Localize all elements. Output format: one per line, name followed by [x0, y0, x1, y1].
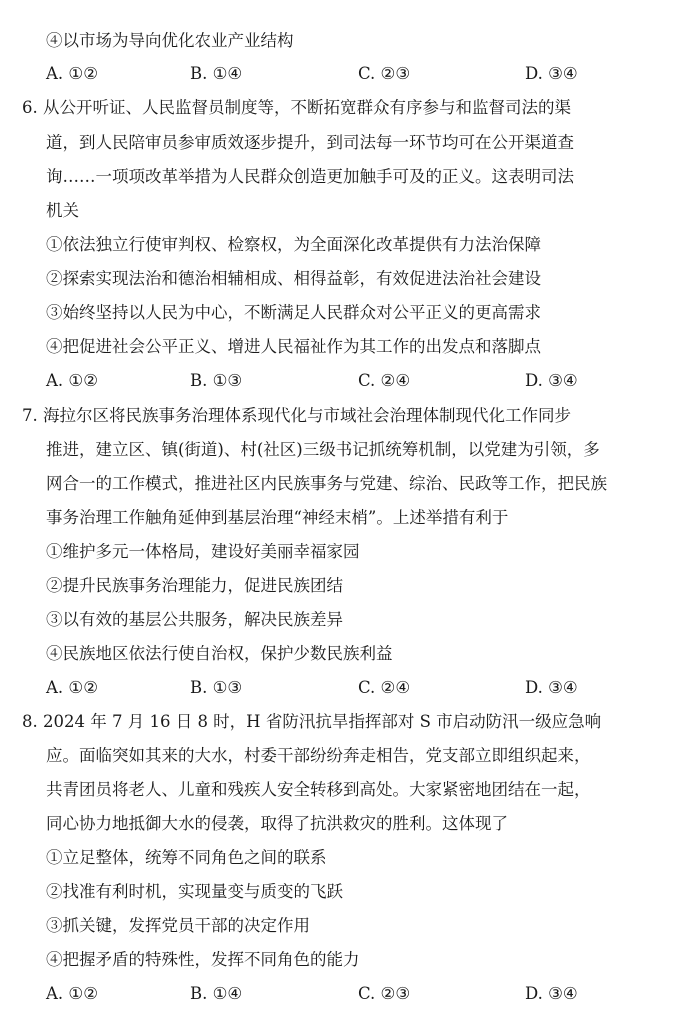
q7-stem-line-2: 推进，建立区、镇(街道)、村(社区)三级书记抓统筹机制，以党建为引领，多: [46, 440, 600, 459]
q7-item-1: ①维护多元一体格局，建设好美丽幸福家园: [46, 542, 360, 561]
q7-option-c: C. ②④: [358, 678, 411, 697]
q8-stem-line-4: 同心协力地抵御大水的侵袭，取得了抗洪救灾的胜利。这体现了: [46, 814, 508, 833]
q6-option-b: B. ①③: [190, 371, 243, 390]
q8-option-a: A. ①②: [46, 984, 98, 1003]
q7-stem-line-3: 网合一的工作模式，推进社区内民族事务与党建、综治、民政等工作，把民族: [46, 474, 607, 493]
q7-item-4: ④民族地区依法行使自治权，保护少数民族利益: [46, 644, 393, 663]
q7-stem-line-1: 7. 海拉尔区将民族事务治理体系现代化与市域社会治理体制现代化工作同步: [22, 406, 571, 425]
q6-option-d: D. ③④: [525, 371, 578, 390]
q7-option-b: B. ①③: [190, 678, 243, 697]
prev-option-a: A. ①②: [46, 64, 98, 83]
prev-option-c: C. ②③: [358, 64, 411, 83]
prev-option-d: D. ③④: [525, 64, 578, 83]
q8-option-d: D. ③④: [525, 984, 578, 1003]
q6-item-4: ④把促进社会公平正义、增进人民福祉作为其工作的出发点和落脚点: [46, 337, 541, 356]
q6-item-1: ①依法独立行使审判权、检察权，为全面深化改革提供有力法治保障: [46, 235, 541, 254]
q7-item-3: ③以有效的基层公共服务，解决民族差异: [46, 610, 343, 629]
q7-item-2: ②提升民族事务治理能力，促进民族团结: [46, 576, 343, 595]
q8-stem-line-3: 共青团员将老人、儿童和残疾人安全转移到高处。大家紧密地团结在一起，: [46, 780, 591, 799]
q8-item-3: ③抓关键，发挥党员干部的决定作用: [46, 916, 310, 935]
q6-stem-line-1: 6. 从公开听证、人民监督员制度等，不断拓宽群众有序参与和监督司法的渠: [22, 98, 571, 117]
q7-option-d: D. ③④: [525, 678, 578, 697]
q6-item-3: ③始终坚持以人民为中心，不断满足人民群众对公平正义的更高需求: [46, 303, 541, 322]
q8-option-b: B. ①④: [190, 984, 243, 1003]
q8-stem-line-1: 8. 2024 年 7 月 16 日 8 时，H 省防汛抗旱指挥部对 S 市启动防汛一级应急响: [22, 712, 602, 731]
q7-option-a: A. ①②: [46, 678, 98, 697]
q7-stem-line-4: 事务治理工作触角延伸到基层治理“神经末梢”。上述举措有利于: [46, 508, 509, 527]
q6-stem-line-2: 道，到人民陪审员参审质效逐步提升，到司法每一环节均可在公开渠道查: [46, 133, 574, 152]
q8-option-c: C. ②③: [358, 984, 411, 1003]
q6-stem-line-3: 询……一项项改革举措为人民群众创造更加触手可及的正义。这表明司法: [46, 167, 574, 186]
q8-item-1: ①立足整体，统筹不同角色之间的联系: [46, 848, 327, 867]
q8-stem-line-2: 应。面临突如其来的大水，村委干部纷纷奔走相告，党支部立即组织起来，: [46, 746, 591, 765]
q6-option-c: C. ②④: [358, 371, 411, 390]
q8-item-4: ④把握矛盾的特殊性，发挥不同角色的能力: [46, 950, 360, 969]
q6-item-2: ②探索实现法治和德治相辅相成、相得益彰，有效促进法治社会建设: [46, 269, 541, 288]
q6-option-a: A. ①②: [46, 371, 98, 390]
q8-item-2: ②找准有利时机，实现量变与质变的飞跃: [46, 882, 343, 901]
q6-stem-line-4: 机关: [46, 201, 79, 220]
prev-item-4: ④以市场为导向优化农业产业结构: [46, 31, 294, 50]
prev-option-b: B. ①④: [190, 64, 243, 83]
